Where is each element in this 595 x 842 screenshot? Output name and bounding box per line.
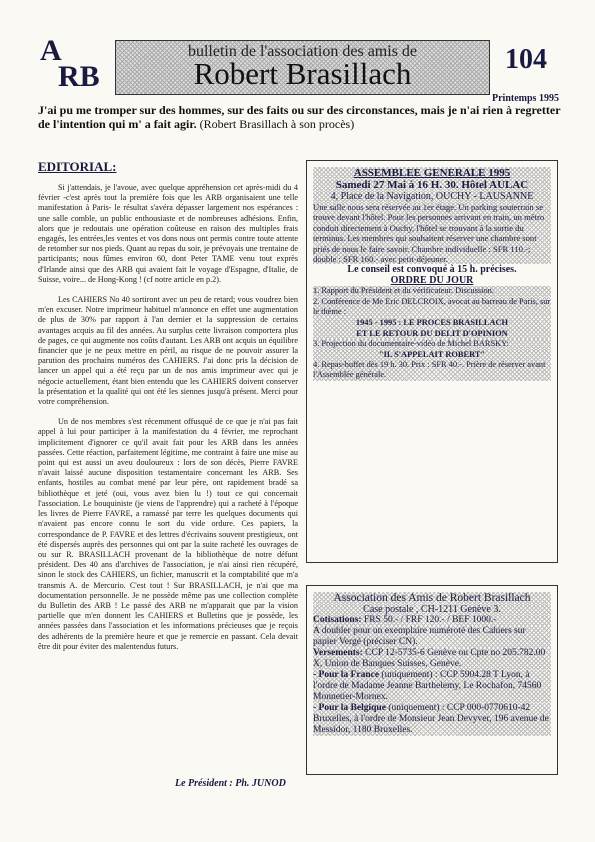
cotisations-label: Cotisations: — [313, 615, 362, 625]
editorial-paragraph: Les CAHIERS No 40 sortiront avec un peu de retard; vous voudrez bien m'en excuser. Notre imprimeur habituel m'annonce en effet une augmentation de plus de 30% par rapport à l'an dernier et la suppression de certains avantages acquis au fil des années. Au surplus cette livraison comportera plus de pages, ce qui augmente nos coûts d'autant. Les ARB ont acquis un équilibre financier que je ne peux mettre en péril, au risque de ne pouvoir assurer la parution des prochains numéros des CAHIERS. J'ai donc pris la décision de lancer un appel qui a été reçu par un de nos amis imprimeur avec qui je négocie actuellement, étant bien entendu que les CAHIERS doivent conserver la présentation et la qualité qui ont été les siennes jusqu'à présent. Merci pour votre compréhension. — [38, 295, 298, 407]
assembly-address: 4, Place de la Navigation, OUCHY - LAUSANNE — [313, 191, 551, 202]
editorial-title: EDITORIAL: — [38, 159, 117, 174]
issue-number: 104 — [505, 44, 547, 75]
belgique-details: (uniquement) : CCP 000-0770610-42 Bruxelles, à l'ordre de Monsieur Jean Devyver, 196 avenue de Messidor, 1180 Bruxelles. — [313, 703, 549, 735]
logo-letters-rb: RB — [58, 60, 100, 93]
assembly-conseil: Le conseil est convoqué à 15 h. précises. — [347, 264, 517, 276]
editorial-paragraph: Un de nos membres s'est récemment offusqué de ce que je n'ai pas fait appel à lui pour participer à la manifestation du 4 février, me reprochant implicitement d'ignorer ce qu'il avait fait pour les ARB dans les années passées. Cette réaction, parfaitement légitime, me contraint à faire une mise au point qui est aussi un aveu douloureux : lors de son décès, Pierre FAVRE n'avait laissé aucune disposition testamentaire concernant les ARB. Ses enfants, hostiles au combat mené par leur père, ont rapidement bradé sa bibliothèque et jeté (oui, vous avez bien lu !) tout ce qui concernait l'association. Le bouquiniste (je viens de l'apprendre) qui a racheté à l'époque les livres de Pierre FAVRE, a ramassé par terre les quelques documents qui n'avaient pas encore connu le sort du vide ordure. Ces papiers, la correspondance de P. FAVRE et des lettres d'écrivains souvent prestigieux, ont été dispersés auprès des personnes qui ont par la suite racheté les ouvrages de ou sur R. BRASILLACH provenant de la bibliothèque de notre défunt président. Des 40 ans d'archives de l'association, je n'ai ainsi rien récupéré, sinon le stock des CAHIERS, un fichier, manuscrit et la comptabilité que m'a transmis A. de Mercurio. C'est tout ! Sur BRASILLACH, je n'ai que ma documentation personnelle. Je ne possède même pas une collection complète du Bulletin des ARB ! Le passé des ARB ne m'apparait que par la vision partielle que m'en donnent les CAHIERS et Bulletins que je possède, les années passées dans l'association et les informations précieuses que je reçois des adhérents de la première heure et que je remercie en passant. Cela devait être dit pour éviter des malentendus futurs. — [38, 417, 298, 651]
quote-text: J'ai pu me tromper sur des hommes, sur des faits ou sur des circonstances, mais je n'ai rien à regretter de l'intention qui m' a fait agir. — [38, 103, 561, 131]
france-line — [313, 670, 551, 703]
assembly-box — [306, 160, 558, 563]
france-label: - Pour la France — [313, 670, 380, 680]
logo-letter-a: A — [40, 34, 62, 67]
assembly-date: Samedi 27 Mai à 16 H. 30. Hôtel AULAC — [313, 179, 551, 191]
cotisations-line — [313, 615, 551, 626]
association-title: Association des Amis de Robert Brasillach — [313, 592, 551, 604]
theme-line-2: ET LE RETOUR DU DELIT D'OPINION — [356, 329, 508, 339]
agenda-item-2: 2. Conférence de Me Eric DELCROIX, avocat au barreau de Paris, sur le thème : — [313, 296, 551, 316]
editorial-paragraph: Si j'attendais, je l'avoue, avec quelque appréhension cet après-midi du 4 février -c'est après tout la première fois que les ARB organisaient une telle manifestation à Paris- le résultat s'avéra dépasser largement nos espérances : une salle comble, un public enthousiaste et de nombreuses adhésions. Enfin, alors que je redoutais une opération coûteuse en raison des multiples frais engagés, les entrées,les ventes et vos dons nous ont permis contre toute attente de retomber sur nos pieds. Quant au repas du soir, je prévoyais une trentaine de participants; nous fûmes environ 60, dont Peter TAME venu tout exprès d'Irlande ainsi que des ARB qui avaient fait le voyage d'Espagne, d'Italie, de Suisse, voire... de Hong-Kong ! (cf notre article en p.2). — [38, 183, 298, 284]
agenda-item-3: 3. Projection du documentaire-vidéo de Michel BARSKY: — [313, 339, 551, 349]
association-box — [306, 585, 558, 775]
assembly-title: ASSEMBLEE GENERALE 1995 — [313, 167, 551, 179]
editorial-signature: Le Président : Ph. JUNOD — [175, 778, 286, 789]
issue-season: Printemps 1995 — [492, 93, 559, 104]
title-banner — [115, 40, 490, 95]
assembly-info: Une salle nous sera réservée au 1er étage. Un parking souterrain se trouve devant l'hôtel. Pour les personnes arrivant en train, un métro conduit directement à Ouchy, l'hôtel se trouvant à la sortie du terminus. Les membres qui souhaitent réserver une chambre sont priés de nous le faire savoir. Chambre individuelle : SFR 110.-; double : SFR 160.- avec petit-déjeuner. — [313, 202, 551, 264]
agenda-title: ORDRE DU JOUR — [390, 275, 474, 287]
banner-subtitle: bulletin de l'association des amis de — [187, 43, 418, 60]
france-details: (uniquement) : CCP 5904.28 T Lyon, à l'ordre de Madame Jeanne Barthelemy, Le Rochafon, 74560 Monnetier-Mornex. — [313, 670, 542, 702]
epigraph-quote — [38, 103, 562, 131]
video-title: "IL S'APPELAIT ROBERT" — [313, 349, 551, 360]
versements-details: CCP 12-5735-6 Genève ou Cpte no 205.782.00 X, Union de Banques Suisses, Genève. — [313, 648, 546, 669]
agenda-item-4: 4. Repas-buffet dès 19 h. 30. Prix : SFR 40.-. Prière de réserver avant l'Assemblée générale. — [313, 360, 551, 380]
commande-line: A doubler pour un exemplaire numéroté des Cahiers sur papier Vergé (préciser CN). — [313, 626, 551, 648]
versements-line — [313, 648, 551, 670]
cotisations-amounts: FRS 50.- / FRF 120.- / BEF 1000.- — [363, 615, 497, 625]
versements-label: Versements: — [313, 648, 363, 658]
belgique-line — [313, 703, 551, 736]
agenda-theme — [313, 317, 551, 339]
association-case: Case postale , CH-1211 Genève 3. — [313, 604, 551, 615]
agenda-item-1: 1. Rapport du Président et du vérificateur. Discussion. — [313, 286, 551, 296]
banner-title: Robert Brasillach — [193, 56, 412, 91]
belgique-label: - Pour la Belgique — [313, 703, 386, 713]
editorial-body — [38, 183, 298, 662]
theme-line-1: 1945 - 1995 : LE PROCES BRASILLACH — [355, 318, 509, 328]
quote-attribution: (Robert Brasillach à son procès) — [199, 117, 355, 131]
